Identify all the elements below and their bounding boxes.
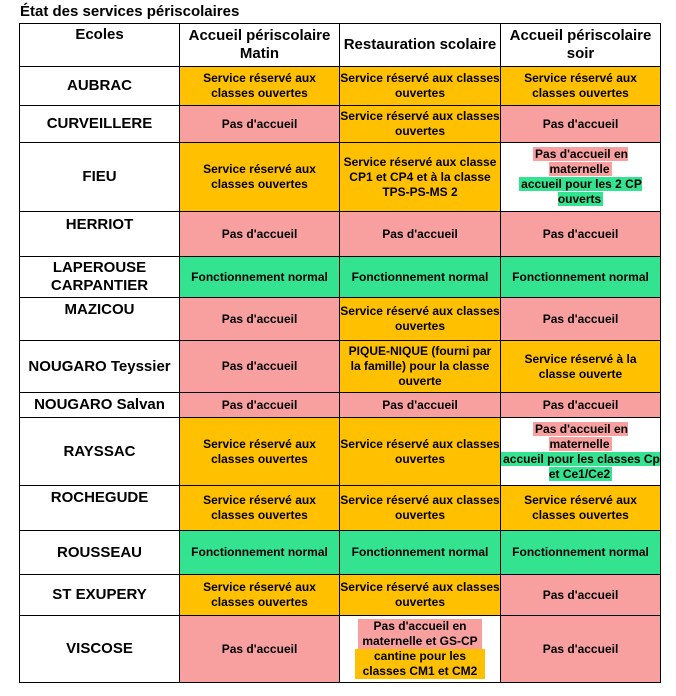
table-row xyxy=(20,531,661,575)
cell-restauration: PIQUE-NIQUE (fourni par la famille) pour la classe ouverte xyxy=(340,341,501,393)
school-name: LAPEROUSE CARPANTIER xyxy=(20,257,180,298)
table-row xyxy=(20,106,661,143)
cell-restauration: Service réservé aux classe CP1 et CP4 et à la classe TPS-PS-MS 2 xyxy=(340,143,501,212)
cell-matin: Pas d'accueil xyxy=(180,212,340,257)
cell-matin: Pas d'accueil xyxy=(180,616,340,683)
cell-restauration xyxy=(340,616,501,683)
school-name: NOUGARO Salvan xyxy=(20,393,180,418)
cell-restauration: Fonctionnement normal xyxy=(340,257,501,298)
cell-restauration: Service réservé aux classes ouvertes xyxy=(340,67,501,106)
cell-matin: Fonctionnement normal xyxy=(180,257,340,298)
school-name: RAYSSAC xyxy=(20,418,180,486)
cell-soir: Service réservé aux classes ouvertes xyxy=(501,67,661,106)
table-row xyxy=(20,143,661,212)
cell-restauration: Pas d'accueil xyxy=(340,212,501,257)
cell-soir xyxy=(501,418,661,486)
services-table xyxy=(19,23,661,683)
header-matin: Accueil périscolaire Matin xyxy=(180,24,340,67)
table-row xyxy=(20,575,661,616)
soir-note-closed: Pas d'accueil en maternelle xyxy=(535,147,628,176)
cell-restauration: Service réservé aux classes ouvertes xyxy=(340,486,501,531)
school-name: HERRIOT xyxy=(20,212,180,257)
cell-matin: Service réservé aux classes ouvertes xyxy=(180,143,340,212)
cell-soir: Pas d'accueil xyxy=(501,616,661,683)
school-name: NOUGARO Teyssier xyxy=(20,341,180,393)
cell-soir: Pas d'accueil xyxy=(501,106,661,143)
cell-soir: Service réservé à la classe ouverte xyxy=(501,341,661,393)
cell-matin: Pas d'accueil xyxy=(180,298,340,341)
school-name: MAZICOU xyxy=(20,298,180,341)
school-name: ST EXUPERY xyxy=(20,575,180,616)
cell-restauration: Service réservé aux classes ouvertes xyxy=(340,106,501,143)
table-row xyxy=(20,298,661,341)
soir-note-open: accueil pour les 2 CP ouverts xyxy=(521,177,642,206)
restauration-note-open: cantine pour les classes CM1 et CM2 xyxy=(355,649,485,679)
cell-soir: Pas d'accueil xyxy=(501,212,661,257)
soir-note-closed: Pas d'accueil en maternelle xyxy=(535,421,628,451)
school-name: AUBRAC xyxy=(20,67,180,106)
table-row xyxy=(20,257,661,298)
table-row xyxy=(20,393,661,418)
restauration-note-closed: Pas d'accueil en maternelle et GS-CP xyxy=(358,619,482,649)
cell-matin: Pas d'accueil xyxy=(180,341,340,393)
table-header-row xyxy=(20,24,661,67)
table-row xyxy=(20,486,661,531)
cell-soir: Fonctionnement normal xyxy=(501,257,661,298)
school-name: ROUSSEAU xyxy=(20,531,180,575)
cell-restauration: Pas d'accueil xyxy=(340,393,501,418)
table-row xyxy=(20,341,661,393)
cell-restauration: Service réservé aux classes ouvertes xyxy=(340,575,501,616)
cell-matin: Service réservé aux classes ouvertes xyxy=(180,418,340,486)
school-name: VISCOSE xyxy=(20,616,180,683)
table-row xyxy=(20,212,661,257)
cell-matin: Service réservé aux classes ouvertes xyxy=(180,575,340,616)
header-soir: Accueil périscolaire soir xyxy=(501,24,661,67)
cell-matin: Pas d'accueil xyxy=(180,393,340,418)
school-name: FIEU xyxy=(20,143,180,212)
cell-soir xyxy=(501,143,661,212)
cell-restauration: Service réservé aux classes ouvertes xyxy=(340,418,501,486)
table-row xyxy=(20,418,661,486)
cell-soir: Pas d'accueil xyxy=(501,575,661,616)
cell-soir: Fonctionnement normal xyxy=(501,531,661,575)
cell-soir: Service réservé aux classes ouvertes xyxy=(501,486,661,531)
table-row xyxy=(20,67,661,106)
header-ecoles: Ecoles xyxy=(20,24,180,67)
cell-restauration: Service réservé aux classes ouvertes xyxy=(340,298,501,341)
cell-soir: Pas d'accueil xyxy=(501,393,661,418)
cell-matin: Service réservé aux classes ouvertes xyxy=(180,486,340,531)
cell-matin: Service réservé aux classes ouvertes xyxy=(180,67,340,106)
page-title: État des services périscolaires xyxy=(20,3,240,20)
soir-note-open: accueil pour les classes Cp et Ce1/Ce2 xyxy=(503,451,660,481)
cell-matin: Pas d'accueil xyxy=(180,106,340,143)
cell-matin: Fonctionnement normal xyxy=(180,531,340,575)
cell-soir: Pas d'accueil xyxy=(501,298,661,341)
header-restauration: Restauration scolaire xyxy=(340,24,501,67)
table-row xyxy=(20,616,661,683)
school-name: CURVEILLERE xyxy=(20,106,180,143)
school-name: ROCHEGUDE xyxy=(20,486,180,531)
cell-restauration: Fonctionnement normal xyxy=(340,531,501,575)
